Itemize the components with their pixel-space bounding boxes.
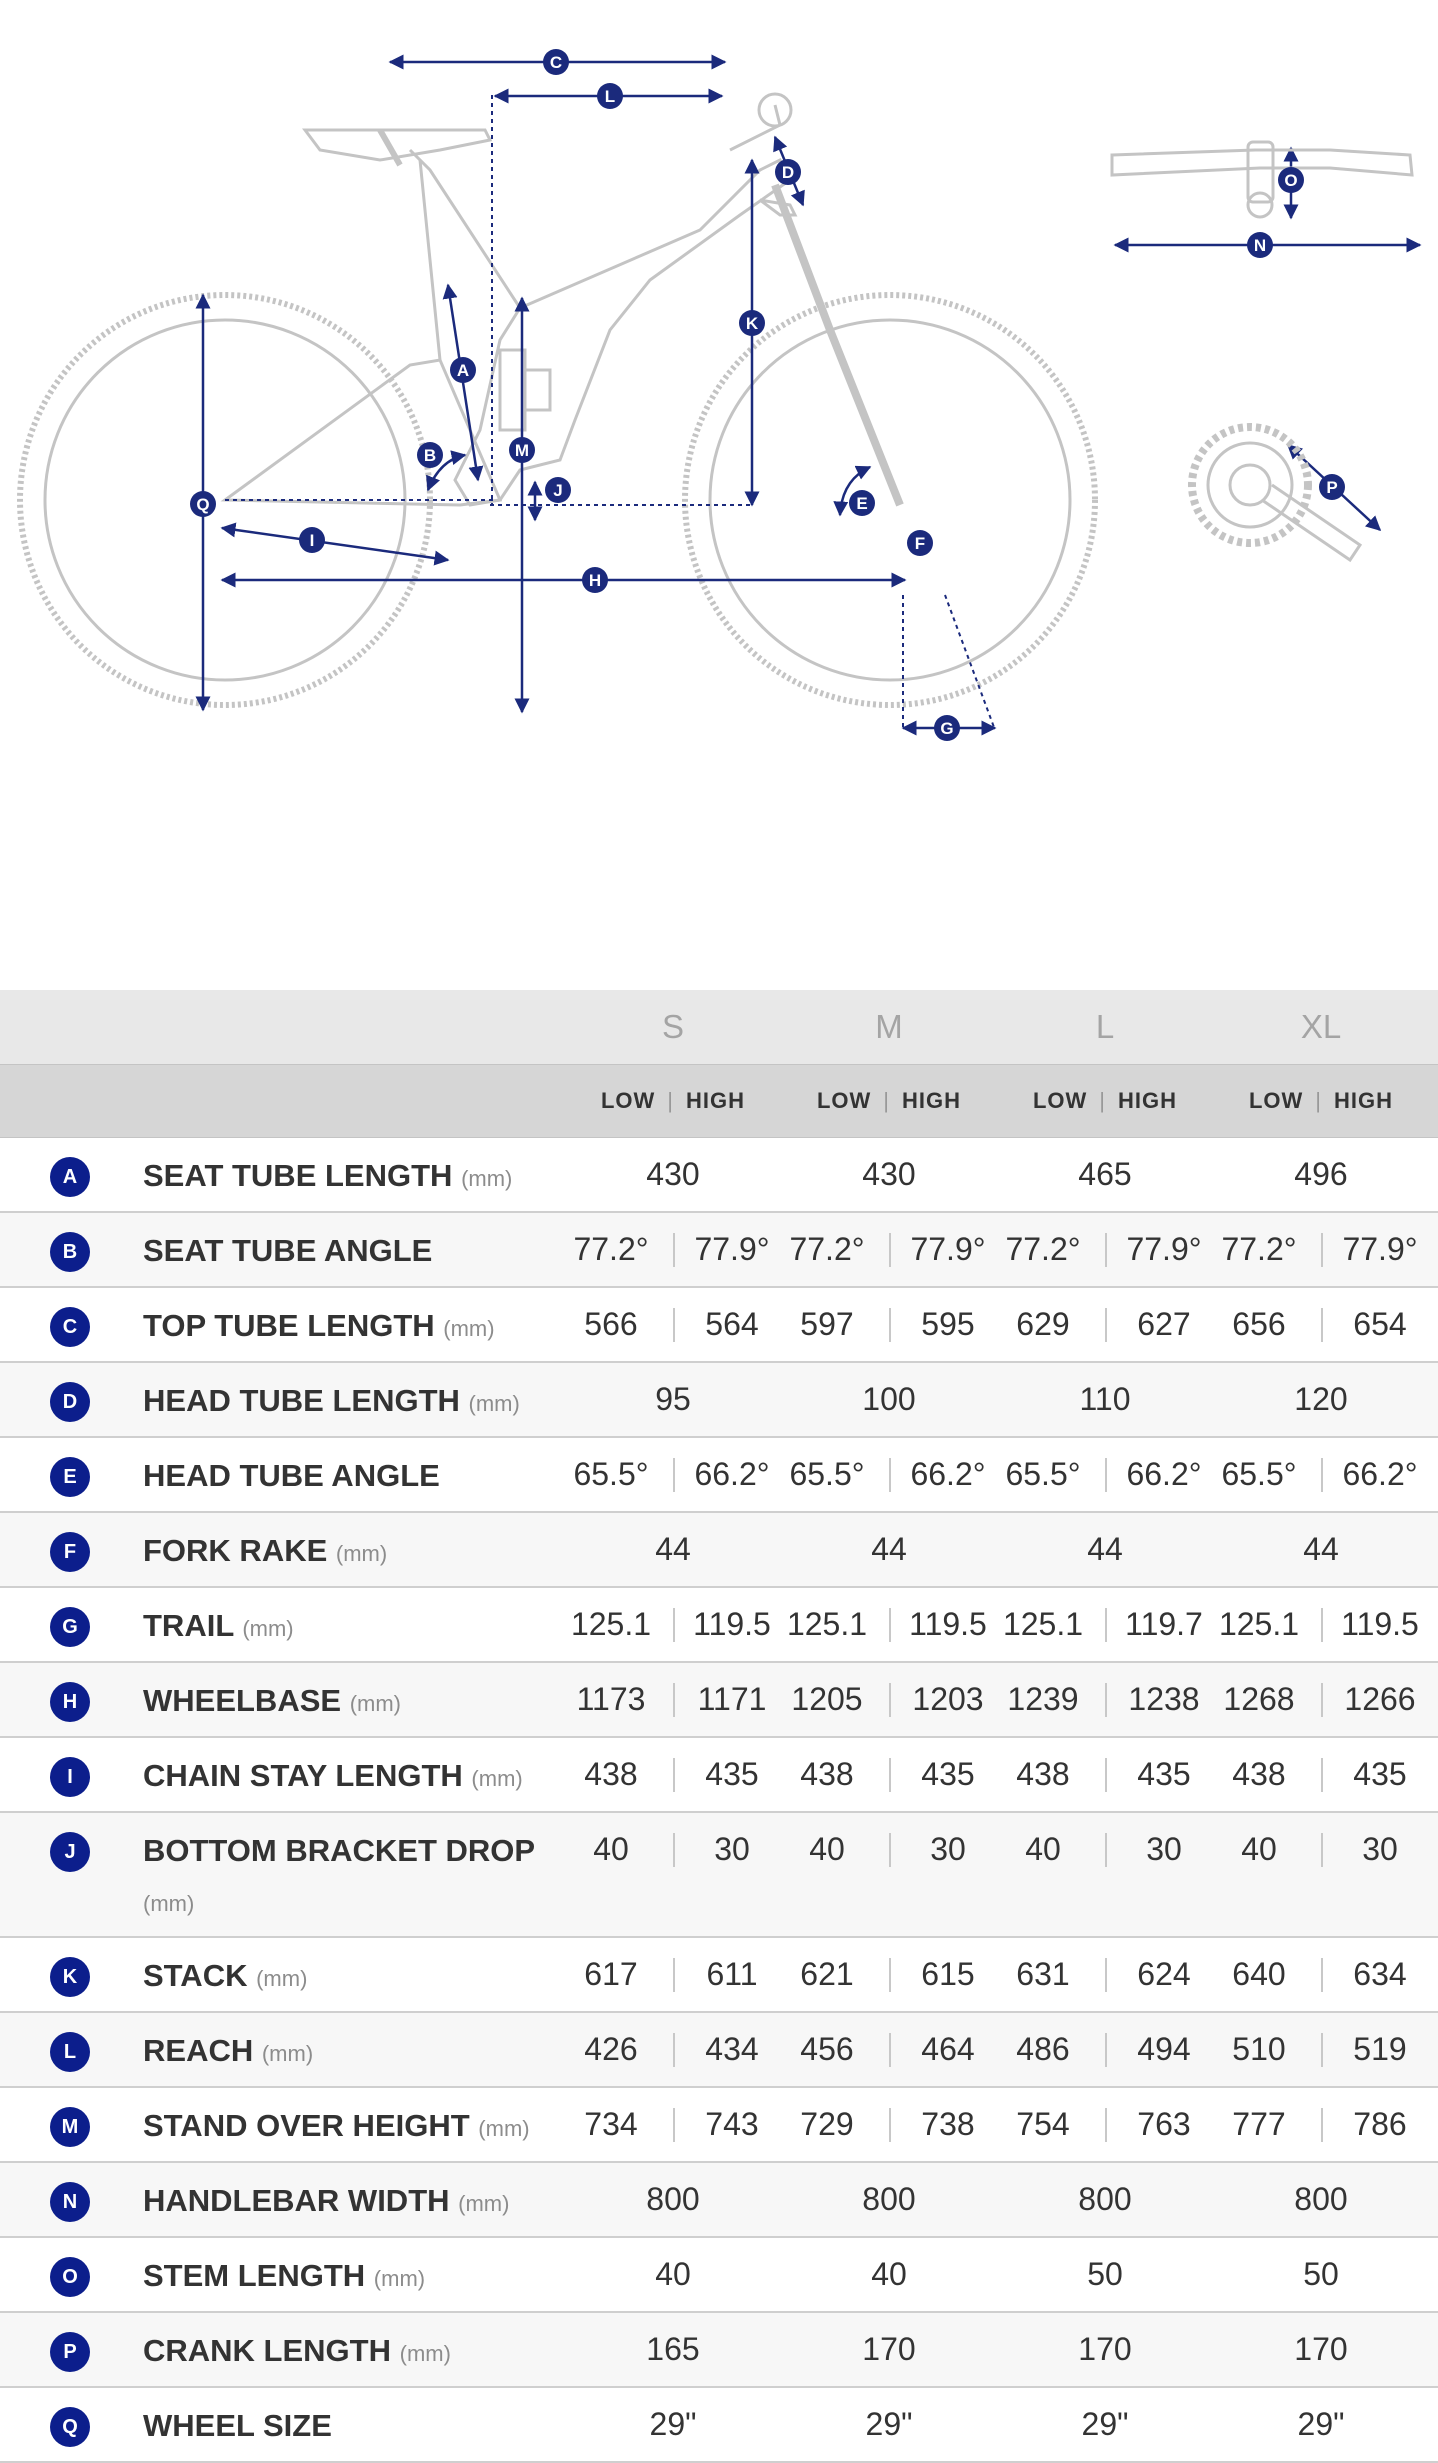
svg-text:A: A xyxy=(456,361,470,380)
value-cell-low: 65.5° xyxy=(573,1456,649,1492)
value-cell-low: 438 xyxy=(1016,1756,1070,1792)
low-high-divider xyxy=(1105,1458,1107,1492)
measurement-name: CHAIN STAY LENGTH xyxy=(143,1758,463,1793)
measurement-name: WHEEL SIZE xyxy=(143,2408,332,2443)
measurement-unit: (mm) xyxy=(261,2041,314,2066)
value-cell-high: 30 xyxy=(1362,1831,1398,1867)
value-cell-low: 754 xyxy=(1016,2106,1070,2142)
value-cell-high: 435 xyxy=(705,1756,759,1792)
table-row xyxy=(0,2088,1438,2163)
value-cell: 170 xyxy=(862,2331,916,2367)
value-cell: 29" xyxy=(1297,2406,1345,2442)
low-high-divider xyxy=(673,1608,675,1642)
table-row xyxy=(0,1588,1438,1663)
value-cell-low: 621 xyxy=(800,1956,854,1992)
table-row xyxy=(0,1288,1438,1363)
value-cell-low: 77.2° xyxy=(1221,1231,1297,1267)
measurement-letter-badge: M xyxy=(50,2107,90,2147)
value-cell-low: 77.2° xyxy=(789,1231,865,1267)
value-cell-high: 615 xyxy=(921,1956,975,1992)
measurement-name: HEAD TUBE ANGLE xyxy=(143,1458,440,1493)
measurement-name: STAND OVER HEIGHT xyxy=(143,2108,470,2143)
table-row xyxy=(0,2313,1438,2388)
size-header-m: M xyxy=(875,1008,903,1045)
low-high-divider xyxy=(673,1683,675,1717)
value-cell-high: 119.7 xyxy=(1125,1606,1203,1642)
value-cell: 50 xyxy=(1087,2256,1123,2292)
table-row xyxy=(0,1938,1438,2013)
value-cell-low: 597 xyxy=(800,1306,854,1342)
value-cell-high: 654 xyxy=(1353,1306,1407,1342)
table-row xyxy=(0,1213,1438,1288)
measurement-name: TOP TUBE LENGTH xyxy=(143,1308,435,1343)
low-high-divider xyxy=(1105,1308,1107,1342)
value-cell-low: 125.1 xyxy=(570,1606,652,1642)
measurement-unit: (mm) xyxy=(468,1391,520,1416)
value-cell-high: 1203 xyxy=(912,1681,984,1717)
low-high-divider xyxy=(889,1683,891,1717)
value-cell-low: 125.1 xyxy=(1002,1606,1084,1642)
table-row xyxy=(0,1363,1438,1438)
value-cell-high: 30 xyxy=(714,1831,750,1867)
low-high-divider xyxy=(1321,1458,1323,1492)
value-cell: 95 xyxy=(655,1381,691,1417)
value-cell: 29" xyxy=(865,2406,913,2442)
value-cell-high: 77.9° xyxy=(1126,1231,1202,1267)
bike-geometry-diagram xyxy=(0,0,1438,990)
diagram-badge-b xyxy=(417,442,443,468)
value-cell-high: 494 xyxy=(1137,2031,1191,2067)
value-cell: 29" xyxy=(1081,2406,1129,2442)
measurement-name: REACH xyxy=(143,2033,254,2068)
low-high-divider xyxy=(1321,1833,1323,1867)
measurement-label xyxy=(143,2176,563,2229)
measurement-unit: (mm) xyxy=(461,1166,513,1191)
low-high-divider xyxy=(1105,1958,1107,1992)
measurement-letter-badge: P xyxy=(50,2332,90,2372)
value-cell-high: 119.5 xyxy=(693,1606,771,1642)
measurement-unit: (mm) xyxy=(143,1891,195,1916)
measurement-name: CRANK LENGTH xyxy=(143,2333,391,2368)
value-cell-low: 1205 xyxy=(791,1681,863,1717)
low-high-divider xyxy=(1321,1958,1323,1992)
value-cell: 100 xyxy=(862,1381,916,1417)
value-cell: 800 xyxy=(646,2181,700,2217)
svg-text:J: J xyxy=(553,481,563,500)
size-header-l: L xyxy=(1095,1008,1115,1045)
table-row xyxy=(0,1663,1438,1738)
svg-text:B: B xyxy=(423,446,437,465)
measurement-label xyxy=(143,2026,563,2079)
low-high-divider xyxy=(1321,2033,1323,2067)
measurement-label xyxy=(143,1601,563,1654)
value-cell-low: 510 xyxy=(1232,2031,1286,2067)
measurement-unit: (mm) xyxy=(335,1541,388,1566)
value-cell-low: 65.5° xyxy=(1005,1456,1081,1492)
value-cell-high: 519 xyxy=(1353,2031,1407,2067)
table-row xyxy=(0,2388,1438,2463)
diagram-badge-k xyxy=(739,310,765,336)
measurement-unit: (mm) xyxy=(373,2266,426,2291)
low-high-divider xyxy=(1321,1758,1323,1792)
low-high-header: LOW | HIGH xyxy=(1032,1088,1178,1113)
value-cell: 40 xyxy=(871,2256,907,2292)
value-cell-low: 631 xyxy=(1016,1956,1070,1992)
geometry-rows xyxy=(0,1138,1438,2463)
measurement-letter-badge: B xyxy=(50,1232,90,1272)
value-cell: 800 xyxy=(1294,2181,1348,2217)
measurement-label xyxy=(143,2326,563,2379)
value-cell-low: 77.2° xyxy=(573,1231,649,1267)
low-high-divider xyxy=(1105,2033,1107,2067)
value-cell: 170 xyxy=(1294,2331,1348,2367)
value-cell-low: 426 xyxy=(584,2031,638,2067)
table-row xyxy=(0,2013,1438,2088)
svg-text:Q: Q xyxy=(196,495,210,514)
value-cell-high: 66.2° xyxy=(1126,1456,1202,1492)
low-high-divider xyxy=(1321,1233,1323,1267)
measurement-label xyxy=(143,1951,563,2004)
value-cell-high: 624 xyxy=(1137,1956,1191,1992)
diagram-badge-o xyxy=(1278,167,1304,193)
diagram-badge-i xyxy=(299,527,325,553)
measurement-name: HEAD TUBE LENGTH xyxy=(143,1383,460,1418)
measurement-letter-badge: D xyxy=(50,1382,90,1422)
measurement-unit: (mm) xyxy=(242,1616,294,1641)
svg-text:F: F xyxy=(914,534,926,553)
low-high-divider xyxy=(1105,1233,1107,1267)
measurement-unit: (mm) xyxy=(478,2116,530,2141)
flip-chip-header-row xyxy=(0,1064,1438,1138)
value-cell-low: 40 xyxy=(593,1831,629,1867)
svg-text:E: E xyxy=(856,494,868,513)
svg-text:I: I xyxy=(309,531,315,550)
diagram-badge-j xyxy=(545,477,571,503)
measurement-name: FORK RAKE xyxy=(143,1533,328,1568)
svg-text:K: K xyxy=(745,314,759,333)
diagram-badge-q xyxy=(190,491,216,517)
value-cell: 800 xyxy=(862,2181,916,2217)
measurement-letter-badge: N xyxy=(50,2182,90,2222)
value-cell-low: 40 xyxy=(1241,1831,1277,1867)
table-row xyxy=(0,1513,1438,1588)
value-cell: 430 xyxy=(646,1156,700,1192)
diagram-badge-n xyxy=(1247,232,1273,258)
low-high-divider xyxy=(1105,1683,1107,1717)
table-row xyxy=(0,1813,1438,1938)
value-cell-high: 564 xyxy=(705,1306,759,1342)
value-cell-high: 434 xyxy=(705,2031,759,2067)
measurement-letter-badge: A xyxy=(50,1157,90,1197)
value-cell-high: 119.5 xyxy=(1341,1606,1419,1642)
value-cell-low: 456 xyxy=(800,2031,854,2067)
value-cell-high: 66.2° xyxy=(910,1456,986,1492)
measurement-letter-badge: I xyxy=(50,1757,90,1797)
diagram-badge-g xyxy=(934,715,960,741)
measurement-label xyxy=(143,2401,563,2451)
low-high-divider xyxy=(889,1608,891,1642)
diagram-badge-d xyxy=(775,159,801,185)
value-cell-low: 65.5° xyxy=(1221,1456,1297,1492)
value-cell-high: 786 xyxy=(1353,2106,1407,2142)
value-cell-high: 66.2° xyxy=(694,1456,770,1492)
measurement-name: STEM LENGTH xyxy=(143,2258,366,2293)
svg-text:D: D xyxy=(781,163,795,182)
value-cell: 44 xyxy=(871,1531,907,1567)
measurement-letter-badge: J xyxy=(50,1832,90,1872)
value-cell: 170 xyxy=(1078,2331,1132,2367)
value-cell-high: 634 xyxy=(1353,1956,1407,1992)
measurement-label xyxy=(143,1301,563,1354)
svg-text:O: O xyxy=(1284,171,1298,190)
measurement-letter-badge: C xyxy=(50,1307,90,1347)
low-high-divider xyxy=(1105,2108,1107,2142)
low-high-divider xyxy=(889,1233,891,1267)
low-high-divider xyxy=(889,2108,891,2142)
measurement-label xyxy=(143,1676,563,1729)
value-cell-low: 486 xyxy=(1016,2031,1070,2067)
value-cell: 110 xyxy=(1079,1381,1131,1417)
value-cell-low: 40 xyxy=(1025,1831,1061,1867)
low-high-divider xyxy=(889,1758,891,1792)
table-row xyxy=(0,1738,1438,1813)
measurement-letter-badge: K xyxy=(50,1957,90,1997)
size-header-xl: XL xyxy=(1300,1008,1342,1045)
low-high-divider xyxy=(673,2108,675,2142)
measurement-name: SEAT TUBE ANGLE xyxy=(143,1233,433,1268)
value-cell-high: 464 xyxy=(921,2031,975,2067)
value-cell: 800 xyxy=(1078,2181,1132,2217)
value-cell-high: 77.9° xyxy=(694,1231,770,1267)
value-cell-low: 640 xyxy=(1232,1956,1286,1992)
value-cell-high: 77.9° xyxy=(1342,1231,1418,1267)
value-cell: 44 xyxy=(1303,1531,1339,1567)
measurement-name: SEAT TUBE LENGTH xyxy=(143,1158,453,1193)
low-high-divider xyxy=(673,1458,675,1492)
diagram-badge-c xyxy=(543,49,569,75)
value-cell: 120 xyxy=(1294,1381,1348,1417)
svg-text:P: P xyxy=(1326,478,1338,497)
measurement-unit: (mm) xyxy=(399,2341,451,2366)
value-cell-high: 435 xyxy=(1137,1756,1191,1792)
value-cell: 430 xyxy=(862,1156,916,1192)
low-high-divider xyxy=(1321,1308,1323,1342)
low-high-divider xyxy=(1105,1608,1107,1642)
size-header-s: S xyxy=(661,1008,684,1045)
value-cell-high: 30 xyxy=(930,1831,966,1867)
low-high-header: LOW | HIGH xyxy=(816,1088,962,1113)
measurement-unit: (mm) xyxy=(458,2191,510,2216)
value-cell-high: 763 xyxy=(1137,2106,1191,2142)
value-cell-high: 1238 xyxy=(1128,1681,1200,1717)
measurement-label xyxy=(143,2101,563,2154)
value-cell-high: 611 xyxy=(706,1956,758,1992)
measurement-label xyxy=(143,1826,563,1929)
svg-text:H: H xyxy=(588,571,602,590)
value-cell-high: 595 xyxy=(921,1306,975,1342)
value-cell-high: 435 xyxy=(921,1756,975,1792)
diagram-badge-l xyxy=(597,83,623,109)
measurement-unit: (mm) xyxy=(471,1766,523,1791)
value-cell-low: 1239 xyxy=(1007,1681,1079,1717)
value-cell-low: 40 xyxy=(809,1831,845,1867)
value-cell-low: 566 xyxy=(584,1306,638,1342)
value-cell-low: 77.2° xyxy=(1005,1231,1081,1267)
value-cell: 44 xyxy=(655,1531,691,1567)
low-high-divider xyxy=(673,1233,675,1267)
measurement-name: BOTTOM BRACKET DROP xyxy=(143,1833,535,1868)
measurement-letter-badge: F xyxy=(50,1532,90,1572)
svg-text:G: G xyxy=(940,719,954,738)
value-cell-low: 617 xyxy=(584,1956,638,1992)
value-cell-low: 65.5° xyxy=(789,1456,865,1492)
value-cell: 44 xyxy=(1087,1531,1123,1567)
low-high-divider xyxy=(1321,1683,1323,1717)
diagram-badge-h xyxy=(582,567,608,593)
diagram-badge-e xyxy=(849,490,875,516)
value-cell: 50 xyxy=(1303,2256,1339,2292)
value-cell-high: 435 xyxy=(1353,1756,1407,1792)
geometry-table xyxy=(0,990,1438,2463)
value-cell-high: 30 xyxy=(1146,1831,1182,1867)
size-header-row xyxy=(0,990,1438,1064)
measurement-letter-badge: Q xyxy=(50,2407,90,2447)
measurement-unit: (mm) xyxy=(349,1691,402,1716)
measurement-unit: (mm) xyxy=(256,1966,308,1991)
value-cell-low: 1173 xyxy=(576,1681,646,1717)
low-high-header: LOW | HIGH xyxy=(600,1088,746,1113)
measurement-label xyxy=(143,1376,563,1429)
svg-text:L: L xyxy=(604,87,616,106)
value-cell-high: 743 xyxy=(705,2106,759,2142)
measurement-label xyxy=(143,2251,563,2304)
low-high-divider xyxy=(1105,1758,1107,1792)
low-high-header: LOW | HIGH xyxy=(1248,1088,1394,1113)
measurement-label xyxy=(143,1751,563,1804)
table-row xyxy=(0,2163,1438,2238)
measurement-letter-badge: O xyxy=(50,2257,90,2297)
table-row xyxy=(0,2238,1438,2313)
diagram-badge-p xyxy=(1319,474,1345,500)
low-high-divider xyxy=(1321,1608,1323,1642)
table-row xyxy=(0,1438,1438,1513)
low-high-divider xyxy=(889,1458,891,1492)
value-cell-high: 1266 xyxy=(1344,1681,1416,1717)
measurement-letter-badge: E xyxy=(50,1457,90,1497)
low-high-divider xyxy=(673,1833,675,1867)
value-cell-low: 777 xyxy=(1232,2106,1286,2142)
svg-text:N: N xyxy=(1253,236,1267,255)
value-cell-low: 438 xyxy=(584,1756,638,1792)
value-cell-low: 729 xyxy=(800,2106,854,2142)
value-cell-low: 438 xyxy=(800,1756,854,1792)
low-high-divider xyxy=(673,2033,675,2067)
svg-text:M: M xyxy=(514,441,530,460)
measurement-letter-badge: H xyxy=(50,1682,90,1722)
value-cell-high: 66.2° xyxy=(1342,1456,1418,1492)
value-cell: 40 xyxy=(655,2256,691,2292)
diagram-badge-f xyxy=(907,530,933,556)
measurement-name: WHEELBASE xyxy=(143,1683,342,1718)
low-high-divider xyxy=(889,1833,891,1867)
measurement-name: TRAIL xyxy=(143,1608,234,1643)
measurement-letter-badge: G xyxy=(50,1607,90,1647)
diagram-badge-a xyxy=(450,357,476,383)
measurement-letter-badge: L xyxy=(50,2032,90,2072)
low-high-divider xyxy=(1105,1833,1107,1867)
value-cell-low: 656 xyxy=(1232,1306,1286,1342)
low-high-divider xyxy=(1321,2108,1323,2142)
value-cell: 29" xyxy=(649,2406,697,2442)
measurement-label xyxy=(143,1226,563,1276)
value-cell-high: 627 xyxy=(1137,1306,1191,1342)
value-cell-high: 738 xyxy=(921,2106,975,2142)
measurement-label xyxy=(143,1151,563,1204)
measurement-unit: (mm) xyxy=(443,1316,495,1341)
value-cell: 465 xyxy=(1078,1156,1132,1192)
value-cell-high: 1171 xyxy=(697,1681,767,1717)
value-cell-low: 125.1 xyxy=(786,1606,868,1642)
low-high-divider xyxy=(889,1308,891,1342)
low-high-divider xyxy=(889,1958,891,1992)
table-row xyxy=(0,1138,1438,1213)
low-high-divider xyxy=(889,2033,891,2067)
measurement-label xyxy=(143,1526,563,1579)
value-cell-high: 119.5 xyxy=(909,1606,987,1642)
value-cell-low: 629 xyxy=(1016,1306,1070,1342)
value-cell-high: 77.9° xyxy=(910,1231,986,1267)
measurement-name: HANDLEBAR WIDTH xyxy=(143,2183,450,2218)
measurement-label xyxy=(143,1451,563,1501)
value-cell-low: 125.1 xyxy=(1218,1606,1300,1642)
value-cell-low: 438 xyxy=(1232,1756,1286,1792)
value-cell: 165 xyxy=(646,2331,700,2367)
low-high-divider xyxy=(673,1958,675,1992)
value-cell-low: 1268 xyxy=(1223,1681,1295,1717)
value-cell: 496 xyxy=(1294,1156,1348,1192)
low-high-divider xyxy=(673,1308,675,1342)
measurement-name: STACK xyxy=(143,1958,248,1993)
value-cell-low: 734 xyxy=(584,2106,638,2142)
diagram-badge-m xyxy=(509,437,535,463)
low-high-divider xyxy=(673,1758,675,1792)
svg-text:C: C xyxy=(549,53,563,72)
